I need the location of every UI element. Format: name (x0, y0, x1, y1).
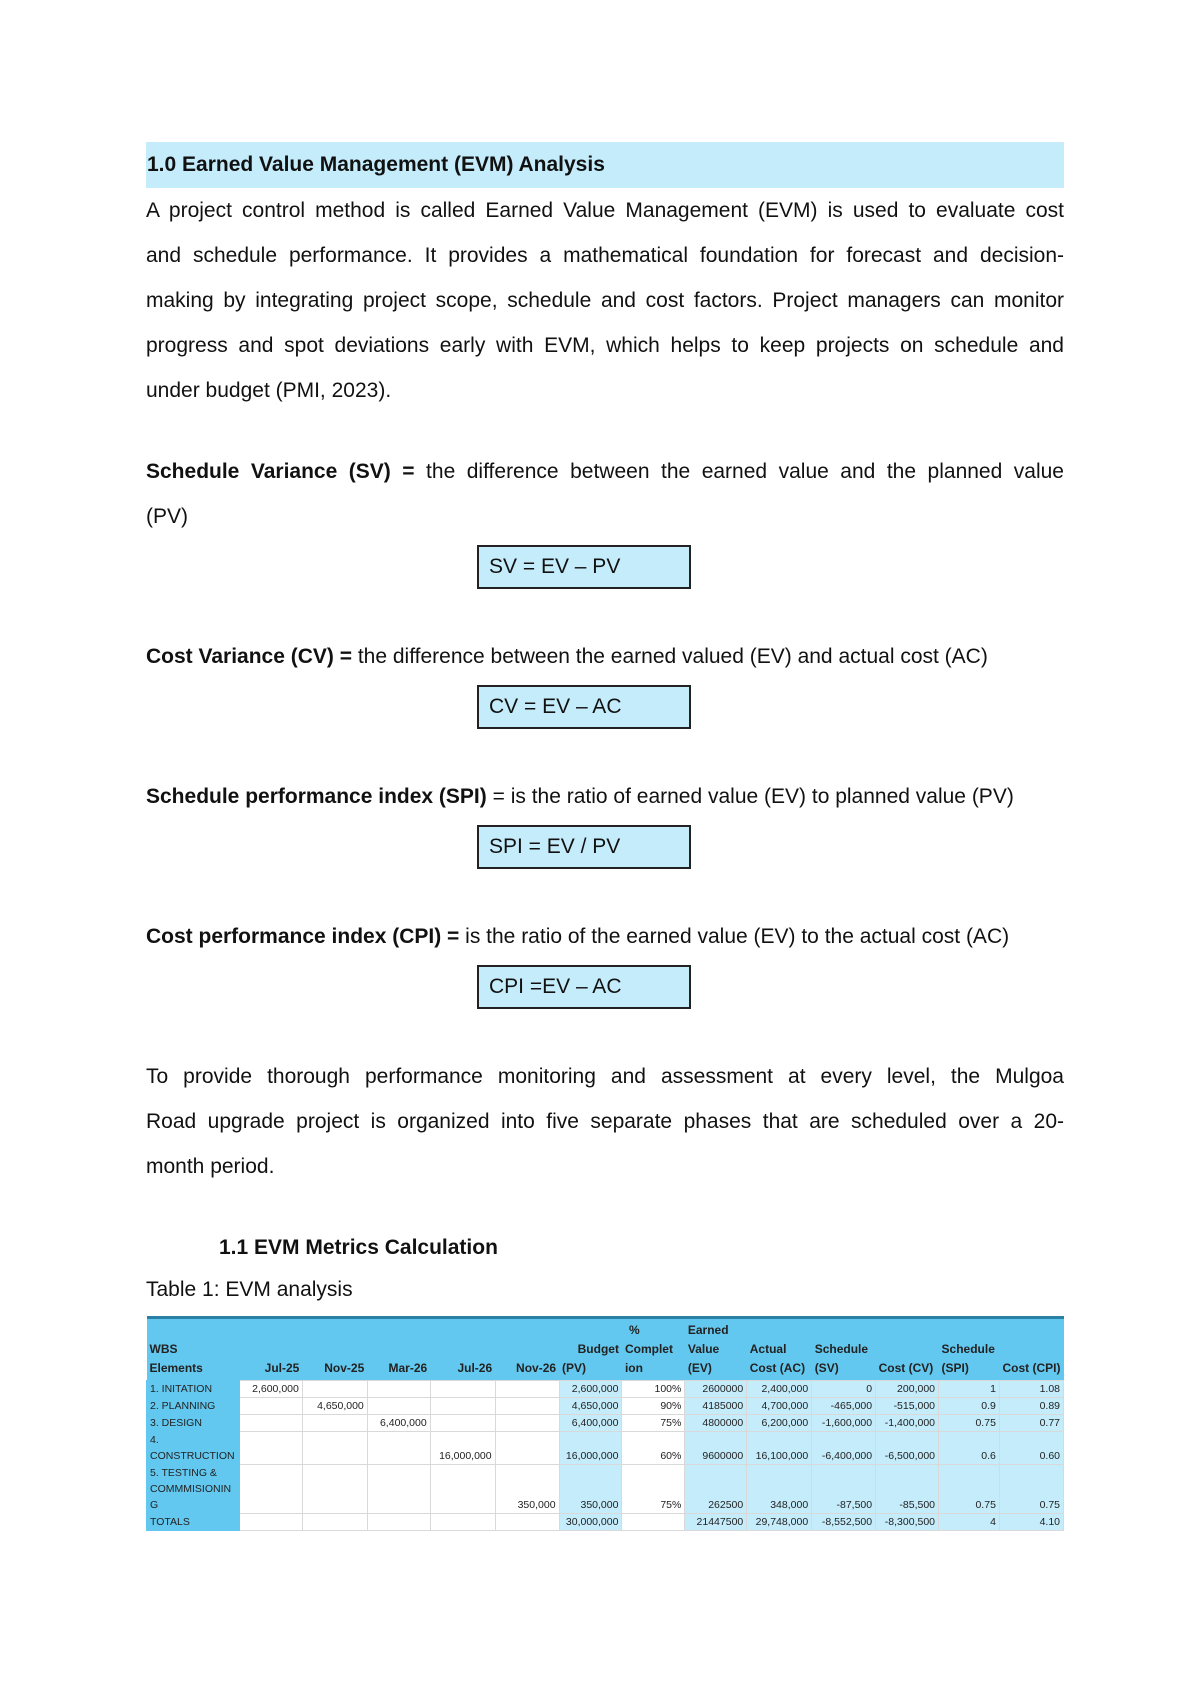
header-wbs: WBS Elements (147, 1318, 240, 1381)
header-cpi: Cost (CPI) (999, 1318, 1063, 1381)
wbs-cell: 2. PLANNING (147, 1398, 240, 1415)
table-cell (367, 1432, 430, 1465)
header-nov26: Nov-26 (495, 1318, 559, 1381)
definition-term: Cost performance index (CPI) = (146, 925, 460, 948)
definition-text (146, 449, 1064, 494)
table-cell: -1,600,000 (812, 1415, 876, 1432)
table-cell: 75% (622, 1415, 685, 1432)
phases-paragraph (146, 1054, 1064, 1189)
table-cell: 0.75 (999, 1465, 1063, 1514)
header-mar26: Mar-26 (367, 1318, 430, 1381)
header-sv: Schedule (SV) (812, 1318, 876, 1381)
table-cell (239, 1432, 302, 1465)
table-cell (495, 1381, 559, 1398)
table-cell: 0.60 (999, 1432, 1063, 1465)
table-cell: 0.6 (939, 1432, 1000, 1465)
header-jul26: Jul-26 (430, 1318, 495, 1381)
formula-sv: SV = EV – PV (477, 545, 691, 589)
formula-spi: SPI = EV / PV (477, 825, 691, 869)
intro-line: making by integrating project scope, schedule and cost factors. Project managers can monitor (146, 289, 1064, 312)
wbs-cell: 4. CONSTRUCTION (147, 1432, 240, 1465)
table-cell: 100% (622, 1381, 685, 1398)
intro-line: under budget (PMI, 2023). (146, 379, 392, 402)
table-cell: 4,700,000 (747, 1398, 812, 1415)
table-cell: -6,400,000 (812, 1432, 876, 1465)
table-cell: 2,600,000 (559, 1381, 622, 1398)
table-cell: 0.75 (939, 1415, 1000, 1432)
intro-line: progress and spot deviations early with EVM, which helps to keep projects on schedule and (146, 334, 1064, 357)
definition-body: = is the ratio of earned value (EV) to planned value (PV) (486, 785, 1014, 808)
table-cell: 2600000 (685, 1381, 747, 1398)
table-cell: 4800000 (685, 1415, 747, 1432)
table-row (147, 1432, 1064, 1465)
table-cell (430, 1465, 495, 1514)
table-cell: 1 (939, 1381, 1000, 1398)
formula-cv: CV = EV – AC (477, 685, 691, 729)
table-cell (367, 1465, 430, 1514)
table-body (147, 1381, 1064, 1531)
table-cell: 4 (939, 1514, 1000, 1531)
table-cell: 6,400,000 (367, 1415, 430, 1432)
definition-body: the difference between the earned valued (EV) and actual cost (AC) (352, 645, 988, 668)
table-cell: 350,000 (495, 1465, 559, 1514)
table-cell (302, 1415, 367, 1432)
table-cell: -87,500 (812, 1465, 876, 1514)
table-cell (430, 1398, 495, 1415)
wbs-cell: 3. DESIGN (147, 1415, 240, 1432)
table-caption: Table 1: EVM analysis (146, 1278, 353, 1301)
header-nov25: Nov-25 (302, 1318, 367, 1381)
phases-line: month period. (146, 1155, 275, 1178)
definition-term: Cost Variance (CV) = (146, 645, 352, 668)
table-cell: 75% (622, 1465, 685, 1514)
table-row (147, 1465, 1064, 1514)
table-cell: 6,400,000 (559, 1415, 622, 1432)
phases-line: Road upgrade project is organized into five separate phases that are scheduled over a 20- (146, 1110, 1064, 1133)
table-cell: 16,100,000 (747, 1432, 812, 1465)
intro-line: and schedule performance. It provides a mathematical foundation for forecast and decision- (146, 244, 1064, 267)
table-cell (367, 1381, 430, 1398)
table-cell (367, 1514, 430, 1531)
table-header-row (147, 1318, 1064, 1381)
table-cell: 2,400,000 (747, 1381, 812, 1398)
table-cell: 6,200,000 (747, 1415, 812, 1432)
table-cell: 16,000,000 (430, 1432, 495, 1465)
definition-body: the difference between the earned value and the planned value (414, 460, 1064, 483)
definition-sv (146, 449, 1064, 589)
header-pct: % Complet ion (622, 1318, 685, 1381)
table-cell (430, 1514, 495, 1531)
definition-text (146, 774, 1064, 819)
formula-cpi: CPI =EV – AC (477, 965, 691, 1009)
table-cell (239, 1415, 302, 1432)
table-cell: 200,000 (876, 1381, 939, 1398)
definition-cpi (146, 914, 1064, 1009)
table-row (147, 1398, 1064, 1415)
table-cell (495, 1398, 559, 1415)
table-cell (239, 1398, 302, 1415)
table-cell: 1.08 (999, 1381, 1063, 1398)
table-cell: 21447500 (685, 1514, 747, 1531)
header-ev: Earned Value (EV) (685, 1318, 747, 1381)
table-cell: 60% (622, 1432, 685, 1465)
table-cell (239, 1465, 302, 1514)
table-cell (495, 1415, 559, 1432)
table-cell: 350,000 (559, 1465, 622, 1514)
table-cell: 262500 (685, 1465, 747, 1514)
definition-term: Schedule Variance (SV) = (146, 460, 415, 483)
table-cell (430, 1415, 495, 1432)
table-cell: 4185000 (685, 1398, 747, 1415)
table-cell: 4,650,000 (559, 1398, 622, 1415)
table-cell: 4.10 (999, 1514, 1063, 1531)
definition-cv (146, 634, 1064, 729)
intro-line: A project control method is called Earned Value Management (EVM) is used to evaluate cost (146, 199, 1064, 222)
table-cell (430, 1381, 495, 1398)
intro-paragraph (146, 188, 1064, 413)
header-cv: Cost (CV) (876, 1318, 939, 1381)
definition-term: Schedule performance index (SPI) (146, 785, 487, 808)
table-cell: 0.89 (999, 1398, 1063, 1415)
table-row (147, 1415, 1064, 1432)
table-cell: 0.77 (999, 1415, 1063, 1432)
table-cell (495, 1432, 559, 1465)
table-cell: 90% (622, 1398, 685, 1415)
table-cell (622, 1514, 685, 1531)
table-cell: 16,000,000 (559, 1432, 622, 1465)
evm-table (146, 1316, 1064, 1531)
wbs-cell: 1. INITATION (147, 1381, 240, 1398)
header-budget: Budget (PV) (559, 1318, 622, 1381)
definition-spi (146, 774, 1064, 869)
table-cell: -8,552,500 (812, 1514, 876, 1531)
subsection-heading: 1.1 EVM Metrics Calculation (219, 1236, 498, 1259)
definition-text (146, 634, 1064, 679)
table-cell (302, 1514, 367, 1531)
table-cell: 348,000 (747, 1465, 812, 1514)
table-cell: 2,600,000 (239, 1381, 302, 1398)
table-cell: -8,300,500 (876, 1514, 939, 1531)
table-cell (495, 1514, 559, 1531)
table-cell (367, 1398, 430, 1415)
header-ac: Actual Cost (AC) (747, 1318, 812, 1381)
table-cell: -515,000 (876, 1398, 939, 1415)
section-heading: 1.0 Earned Value Management (EVM) Analysis (146, 142, 1064, 188)
definition-continuation: (PV) (146, 505, 188, 528)
table-row (147, 1381, 1064, 1398)
table-cell: -1,400,000 (876, 1415, 939, 1432)
table-cell (302, 1465, 367, 1514)
table-cell: 0 (812, 1381, 876, 1398)
table-cell: 9600000 (685, 1432, 747, 1465)
table-cell: -465,000 (812, 1398, 876, 1415)
table-cell (302, 1381, 367, 1398)
table-cell: 0.75 (939, 1465, 1000, 1514)
document-page (146, 142, 1064, 1531)
table-cell: 29,748,000 (747, 1514, 812, 1531)
table-cell: -6,500,000 (876, 1432, 939, 1465)
table-cell: -85,500 (876, 1465, 939, 1514)
table-cell: 4,650,000 (302, 1398, 367, 1415)
table-cell (302, 1432, 367, 1465)
table-row (147, 1514, 1064, 1531)
header-jul25: Jul-25 (239, 1318, 302, 1381)
definition-body: is the ratio of the earned value (EV) to the actual cost (AC) (459, 925, 1010, 948)
table-cell: 0.9 (939, 1398, 1000, 1415)
definition-text (146, 914, 1064, 959)
phases-line: To provide thorough performance monitoring and assessment at every level, the Mulgoa (146, 1065, 1064, 1088)
table-cell (239, 1514, 302, 1531)
header-spi: Schedule (SPI) (939, 1318, 1000, 1381)
table-cell: 30,000,000 (559, 1514, 622, 1531)
wbs-cell: 5. TESTING & COMMMISIONIN G (147, 1465, 240, 1514)
wbs-cell: TOTALS (147, 1514, 240, 1531)
